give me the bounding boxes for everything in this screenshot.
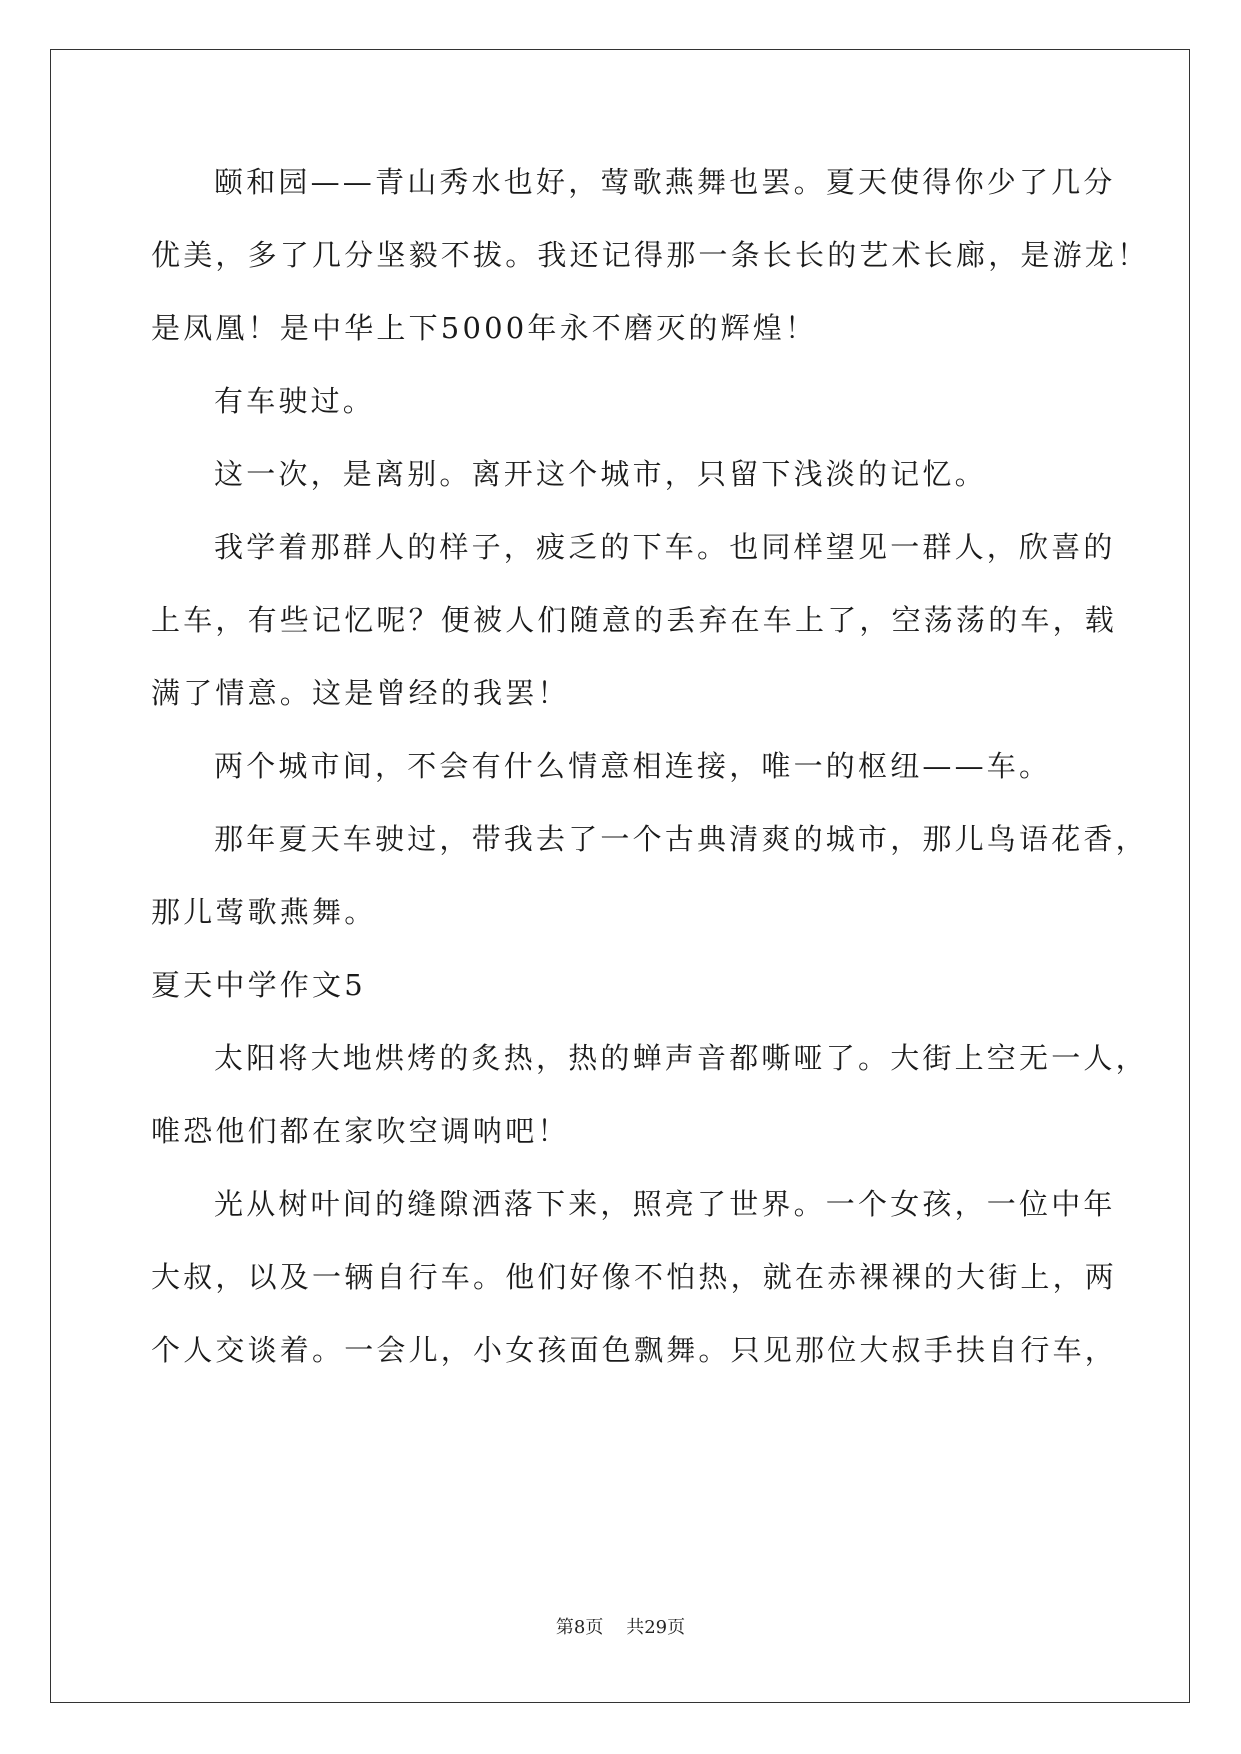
- text-line: 太阳将大地烘烤的炙热，热的蝉声音都嘶哑了。大街上空无一人，: [214, 1041, 1148, 1075]
- text-line: 我学着那群人的样子，疲乏的下车。也同样望见一群人，欣喜的: [214, 530, 1116, 564]
- text-line: 唯恐他们都在家吹空调呐吧！: [151, 1114, 570, 1148]
- text-line: 颐和园——青山秀水也好，莺歌燕舞也罢。夏天使得你少了几分: [214, 165, 1116, 199]
- text-line: 大叔，以及一辆自行车。他们好像不怕热，就在赤裸裸的大街上，两: [151, 1260, 1118, 1294]
- page-border: [50, 49, 1190, 1703]
- text-line: 上车，有些记忆呢？便被人们随意的丢弃在车上了，空荡荡的车，载: [151, 603, 1118, 637]
- page-number: 第8页 共29页: [555, 1617, 686, 1638]
- text-line: 那年夏天车驶过，带我去了一个古典清爽的城市，那儿鸟语花香，: [214, 822, 1148, 856]
- text-line: 满了情意。这是曾经的我罢！: [151, 676, 570, 710]
- text-line: 那儿莺歌燕舞。: [151, 895, 377, 929]
- text-line: 两个城市间，不会有什么情意相连接，唯一的枢纽——车。: [214, 749, 1052, 783]
- text-line: 个人交谈着。一会儿，小女孩面色飘舞。只见那位大叔手扶自行车，: [151, 1333, 1118, 1367]
- section-heading: 夏天中学作文5: [151, 968, 366, 1002]
- text-line: 这一次，是离别。离开这个城市，只留下浅淡的记忆。: [214, 457, 987, 491]
- text-line: 是凤凰！是中华上下5000年永不磨灭的辉煌！: [151, 311, 818, 345]
- text-line: 优美，多了几分坚毅不拔。我还记得那一条长长的艺术长廊，是游龙！: [151, 238, 1150, 272]
- text-line: 光从树叶间的缝隙洒落下来，照亮了世界。一个女孩，一位中年: [214, 1187, 1116, 1221]
- text-line: 有车驶过。: [214, 384, 376, 418]
